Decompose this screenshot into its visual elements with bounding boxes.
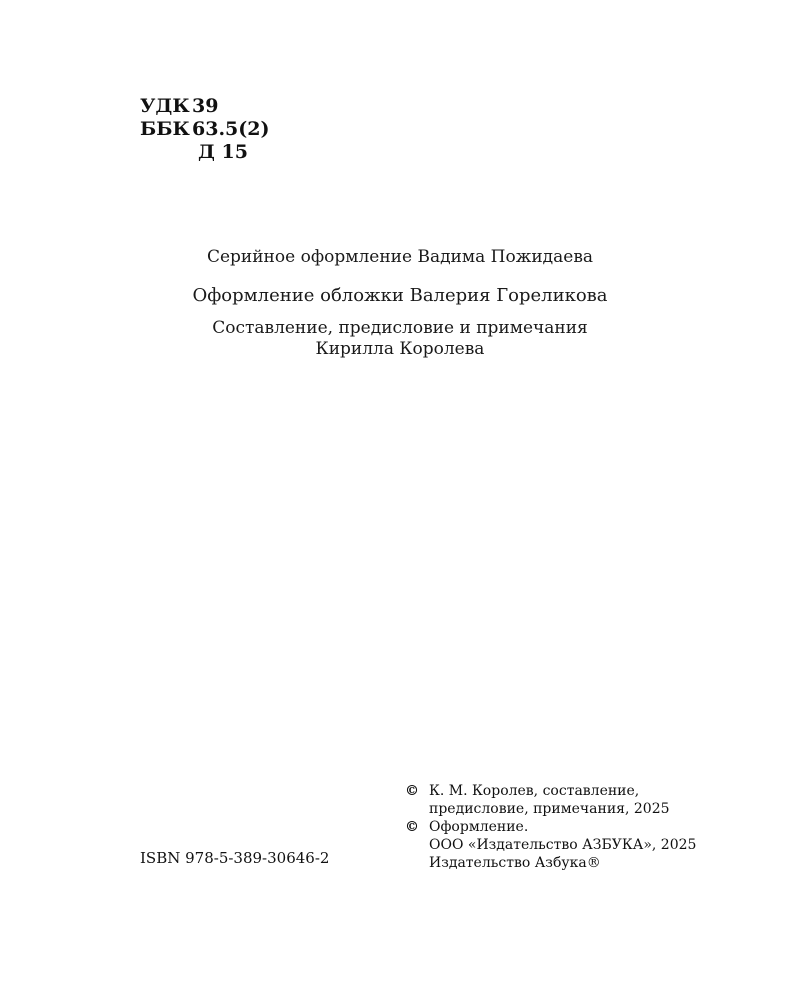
bbk-label: ББК — [140, 118, 190, 140]
compilation-line-1: Составление, предисловие и примечания — [212, 318, 588, 338]
copyright-entry-publisher — [405, 818, 696, 872]
author-mark: Д 15 — [198, 141, 248, 163]
copyright-entry1-line2: предисловие, примечания, 2025 — [429, 801, 670, 817]
bbk-row — [140, 118, 269, 141]
copyright-block — [405, 782, 696, 872]
udk-value: 39 — [192, 95, 219, 117]
copyright-entry2-line1: Оформление. — [429, 819, 529, 835]
udk-label: УДК — [140, 95, 190, 117]
udk-row — [140, 95, 269, 118]
classification-codes — [140, 95, 269, 164]
series-design-credit: Серийное оформление Вадима Пожидаева — [206, 247, 594, 267]
isbn: ISBN 978-5-389-30646-2 — [140, 849, 330, 867]
copyright-icon: © — [405, 819, 419, 835]
copyright-icon: © — [405, 783, 419, 799]
author-mark-row — [140, 141, 269, 164]
compilation-line-2: Кирилла Королева — [315, 339, 485, 359]
copyright-entry1-line1: К. М. Королев, составление, — [429, 783, 640, 799]
copyright-entry2-line3: Издательство Азбука® — [429, 855, 601, 871]
cover-design-credit: Оформление обложки Валерия Гореликова — [192, 285, 608, 306]
bbk-value: 63.5(2) — [192, 118, 270, 140]
copyright-entry-compiler — [405, 782, 696, 818]
copyright-entry2-line2: ООО «Издательство АЗБУКА», 2025 — [429, 837, 697, 853]
compilation-credit — [0, 318, 800, 360]
